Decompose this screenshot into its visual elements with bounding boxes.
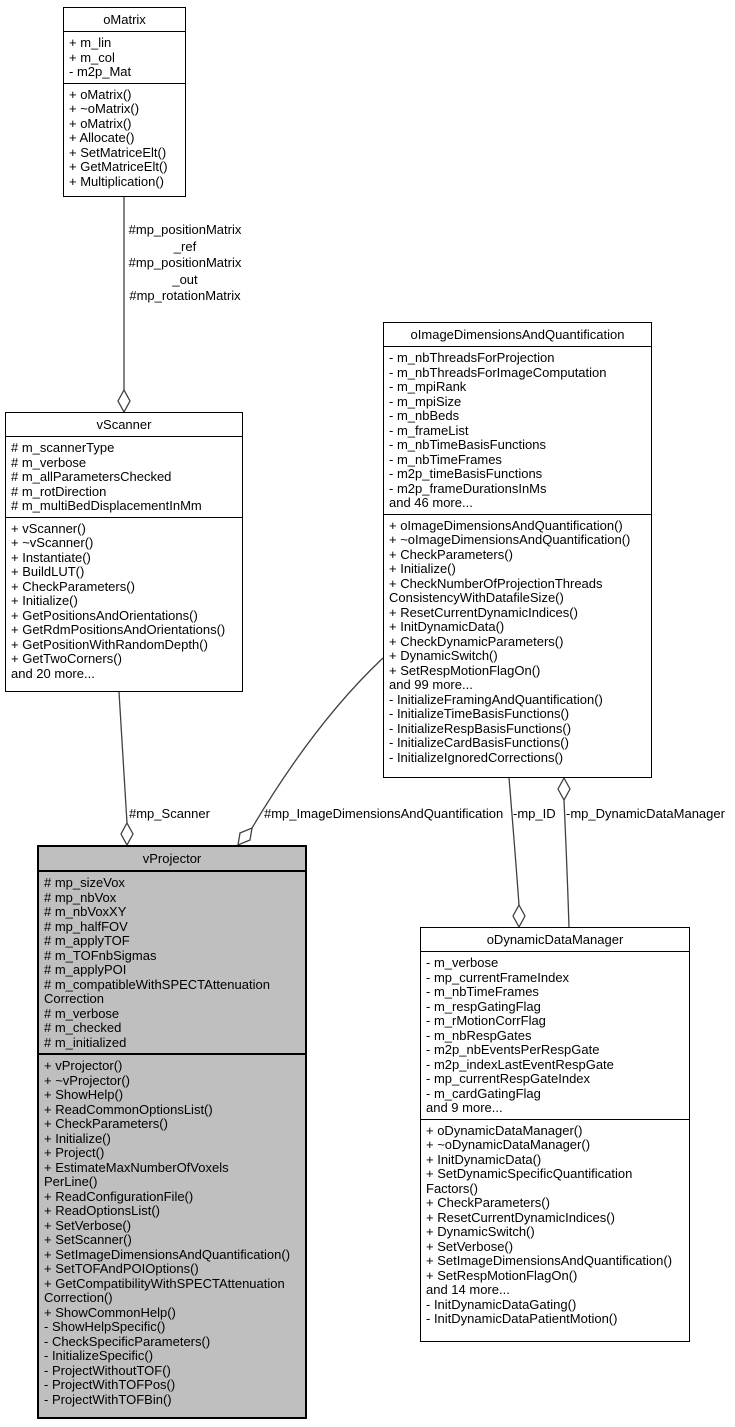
method-row: + Initialize() [44, 1130, 111, 1146]
method-row: - ShowHelpSpecific() [44, 1319, 166, 1334]
method-row: - InitDynamicDataGating() [426, 1296, 577, 1312]
method-row: - InitDynamicDataPatientMotion() [426, 1311, 618, 1326]
aggregation-diamond-vprojector-scanner [121, 823, 133, 845]
method-row: - ProjectWithTOFBin() [44, 1391, 172, 1407]
edge-vscanner-vprojector [119, 692, 127, 823]
class-title: vProjector [39, 847, 305, 872]
attribute-row: # m_compatibleWithSPECTAttenuation [44, 976, 270, 992]
method-row: + Instantiate() [11, 549, 91, 565]
class-box-vscanner[interactable] [5, 412, 243, 692]
attribute-row: and 9 more... [426, 1100, 503, 1115]
method-row: + DynamicSwitch() [389, 648, 498, 663]
method-row: + GetPositionsAndOrientations() [11, 607, 198, 623]
attribute-row: # m_multiBedDisplacementInMm [11, 498, 202, 513]
attributes-section [421, 952, 689, 1119]
edge-imgdim-vprojector [252, 658, 383, 828]
method-row: + ~oMatrix() [69, 101, 140, 116]
method-row: and 14 more... [426, 1282, 510, 1297]
method-row: + InitDynamicData() [426, 1151, 542, 1167]
edge-label-line: _out [172, 271, 198, 287]
method-row: - ProjectWithTOFPos() [44, 1377, 176, 1392]
method-row: + ShowCommonHelp() [44, 1304, 176, 1320]
class-title: oMatrix [64, 8, 185, 32]
method-row: + SetMatriceElt() [69, 144, 167, 160]
method-row: + ~oImageDimensionsAndQuantification() [389, 532, 631, 547]
method-row: + SetTOFAndPOIOptions() [44, 1261, 199, 1276]
method-row: + GetRdmPositionsAndOrientations() [11, 622, 226, 637]
attribute-row: - m_verbose [426, 955, 499, 970]
methods-section [421, 1119, 689, 1330]
aggregation-diamond-vprojector-imgdim [238, 828, 252, 845]
method-row: + SetImageDimensionsAndQuantification() [426, 1253, 673, 1268]
attribute-row: - m_nbRespGates [426, 1027, 532, 1043]
method-row: + CheckDynamicParameters() [389, 633, 564, 649]
method-row: and 20 more... [11, 665, 95, 681]
attribute-row: - m2p_timeBasisFunctions [389, 466, 543, 481]
method-row: + Project() [44, 1145, 105, 1160]
method-row: + ~vScanner() [11, 535, 94, 550]
methods-section [384, 514, 651, 769]
attribute-row: # m_rotDirection [11, 483, 107, 499]
attribute-row: # mp_nbVox [44, 889, 117, 905]
method-row: - InitializeFramingAndQuantification() [389, 691, 603, 707]
method-row: + oMatrix() [69, 86, 132, 102]
attribute-row: - m_frameList [389, 422, 469, 438]
method-row: + oImageDimensionsAndQuantification() [389, 517, 623, 533]
attribute-row: - m_nbTimeBasisFunctions [389, 437, 547, 452]
attribute-row: # m_initialized [44, 1034, 127, 1050]
attribute-row: and 46 more... [389, 495, 473, 510]
method-row: - CheckSpecificParameters() [44, 1333, 211, 1349]
method-row: + vProjector() [44, 1058, 123, 1073]
method-row: + vScanner() [11, 520, 86, 536]
method-row: + Multiplication() [69, 173, 165, 189]
attribute-row: - mp_currentRespGateIndex [426, 1071, 591, 1086]
class-title: vScanner [6, 413, 242, 437]
attributes-section [384, 347, 651, 514]
attribute-row: # m_applyPOI [44, 962, 127, 977]
method-row: + Allocate() [69, 130, 135, 145]
attribute-row: + m_lin [69, 35, 112, 50]
attribute-row: # m_checked [44, 1020, 122, 1035]
method-row: - ProjectWithoutTOF() [44, 1362, 171, 1378]
attribute-row: # m_TOFnbSigmas [44, 947, 157, 963]
edge-imgdim-dynmgr [509, 778, 519, 905]
attribute-row: - mp_currentFrameIndex [426, 969, 570, 985]
edge-label-matrix-members [109, 222, 261, 305]
attribute-row: # m_nbVoxXY [44, 904, 127, 919]
method-row: + oDynamicDataManager() [426, 1122, 583, 1138]
attribute-row: - m_nbThreadsForImageComputation [389, 364, 607, 380]
method-row: - InitializeRespBasisFunctions() [389, 720, 572, 736]
attribute-row: + m_col [69, 49, 115, 65]
method-row: + Initialize() [11, 593, 78, 608]
edge-label-line: #mp_rotationMatrix [129, 288, 241, 303]
method-row: + ReadOptionsList() [44, 1203, 160, 1218]
attributes-section [64, 32, 185, 83]
method-row: + GetTwoCorners() [11, 651, 122, 666]
aggregation-diamond-imgdim [558, 778, 570, 800]
edge-label-line: #mp_positionMatrix [128, 222, 242, 237]
class-title: oImageDimensionsAndQuantification [384, 323, 651, 347]
method-row: + GetPositionWithRandomDepth() [11, 636, 208, 652]
edge-label-mp-scanner: #mp_Scanner [129, 806, 210, 821]
aggregation-diamond-dynmgr [513, 905, 525, 927]
attribute-row: # m_verbose [44, 1005, 120, 1021]
attribute-row: # mp_halfFOV [44, 918, 128, 934]
method-row: - InitializeSpecific() [44, 1348, 154, 1363]
attribute-row: - m_cardGatingFlag [426, 1085, 541, 1101]
attribute-row: - m_nbThreadsForProjection [389, 350, 555, 365]
attribute-row: - m_nbBeds [389, 408, 460, 423]
method-row: - InitializeCardBasisFunctions() [389, 735, 569, 750]
method-row: + EstimateMaxNumberOfVoxels [44, 1159, 229, 1175]
method-row: + SetRespMotionFlagOn() [389, 662, 541, 678]
method-row: + oMatrix() [69, 115, 132, 131]
method-row: + Initialize() [389, 561, 456, 576]
method-row: Factors() [426, 1180, 478, 1196]
method-row: + ~vProjector() [44, 1072, 130, 1088]
method-row: - InitializeIgnoredCorrections() [389, 749, 564, 765]
method-row: + CheckParameters() [389, 546, 513, 562]
method-row: Correction() [44, 1290, 113, 1305]
edge-label-line: #mp_positionMatrix [128, 255, 242, 270]
attribute-row: - m_nbTimeFrames [389, 451, 502, 467]
methods-section [6, 517, 242, 685]
method-row: + CheckNumberOfProjectionThreads [389, 575, 603, 591]
attribute-row: # m_verbose [11, 454, 87, 470]
method-row: + InitDynamicData() [389, 619, 505, 634]
edge-label-line: _ref [173, 238, 197, 254]
class-box-omatrix[interactable] [63, 7, 186, 197]
attribute-row: - m_mpiSize [389, 393, 462, 409]
method-row: + BuildLUT() [11, 564, 85, 579]
method-row: + CheckParameters() [44, 1116, 168, 1131]
class-box-oimagedimensionsandquantification[interactable] [383, 322, 652, 778]
method-row: + SetScanner() [44, 1232, 132, 1247]
class-title: oDynamicDataManager [421, 928, 689, 952]
attribute-row: Correction [44, 991, 104, 1006]
method-row: + ~oDynamicDataManager() [426, 1137, 591, 1152]
method-row: + ReadCommonOptionsList() [44, 1101, 213, 1117]
attribute-row: - m_respGatingFlag [426, 998, 541, 1014]
edge-label-mp-image-dimensions: #mp_ImageDimensionsAndQuantification [264, 806, 504, 821]
methods-section [39, 1053, 305, 1410]
method-row: + SetRespMotionFlagOn() [426, 1267, 578, 1283]
method-row: + ReadConfigurationFile() [44, 1188, 194, 1204]
method-row: and 99 more... [389, 677, 473, 692]
method-row: + ResetCurrentDynamicIndices() [426, 1209, 615, 1225]
method-row: + CheckParameters() [11, 578, 135, 594]
attribute-row: - m2p_Mat [69, 64, 132, 79]
aggregation-diamond-vscanner [118, 390, 130, 412]
attribute-row: # m_applyTOF [44, 933, 130, 948]
method-row: + SetVerbose() [426, 1238, 514, 1254]
method-row: ConsistencyWithDatafileSize() [389, 590, 564, 605]
attribute-row: # m_allParametersChecked [11, 469, 172, 484]
attribute-row: # mp_sizeVox [44, 875, 125, 890]
edge-label-mp-dynamic-data-manager: -mp_DynamicDataManager [566, 806, 725, 821]
attributes-section [6, 437, 242, 517]
attribute-row: - m2p_nbEventsPerRespGate [426, 1042, 600, 1057]
method-row: + ShowHelp() [44, 1087, 124, 1102]
edge-label-mp-id: -mp_ID [513, 806, 556, 821]
method-row: + GetCompatibilityWithSPECTAttenuation [44, 1275, 285, 1291]
method-row: + SetImageDimensionsAndQuantification() [44, 1246, 291, 1262]
method-row: + DynamicSwitch() [426, 1224, 535, 1239]
attribute-row: - m2p_indexLastEventRespGate [426, 1056, 614, 1072]
attribute-row: # m_scannerType [11, 440, 115, 455]
attribute-row: - m_nbTimeFrames [426, 984, 539, 999]
attribute-row: - m_rMotionCorrFlag [426, 1013, 546, 1028]
method-row: + CheckParameters() [426, 1195, 550, 1210]
method-row: + ResetCurrentDynamicIndices() [389, 604, 578, 620]
method-row: - InitializeTimeBasisFunctions() [389, 706, 570, 721]
method-row: PerLine() [44, 1174, 98, 1189]
method-row: + SetVerbose() [44, 1217, 132, 1233]
methods-section [64, 83, 185, 193]
class-box-vprojector[interactable] [37, 845, 307, 1419]
attributes-section [39, 872, 305, 1053]
class-box-odynamicdatamanager[interactable] [420, 927, 690, 1342]
method-row: + SetDynamicSpecificQuantification [426, 1166, 633, 1181]
attribute-row: - m_mpiRank [389, 379, 467, 394]
method-row: + GetMatriceElt() [69, 159, 168, 174]
attribute-row: - m2p_frameDurationsInMs [389, 480, 547, 496]
